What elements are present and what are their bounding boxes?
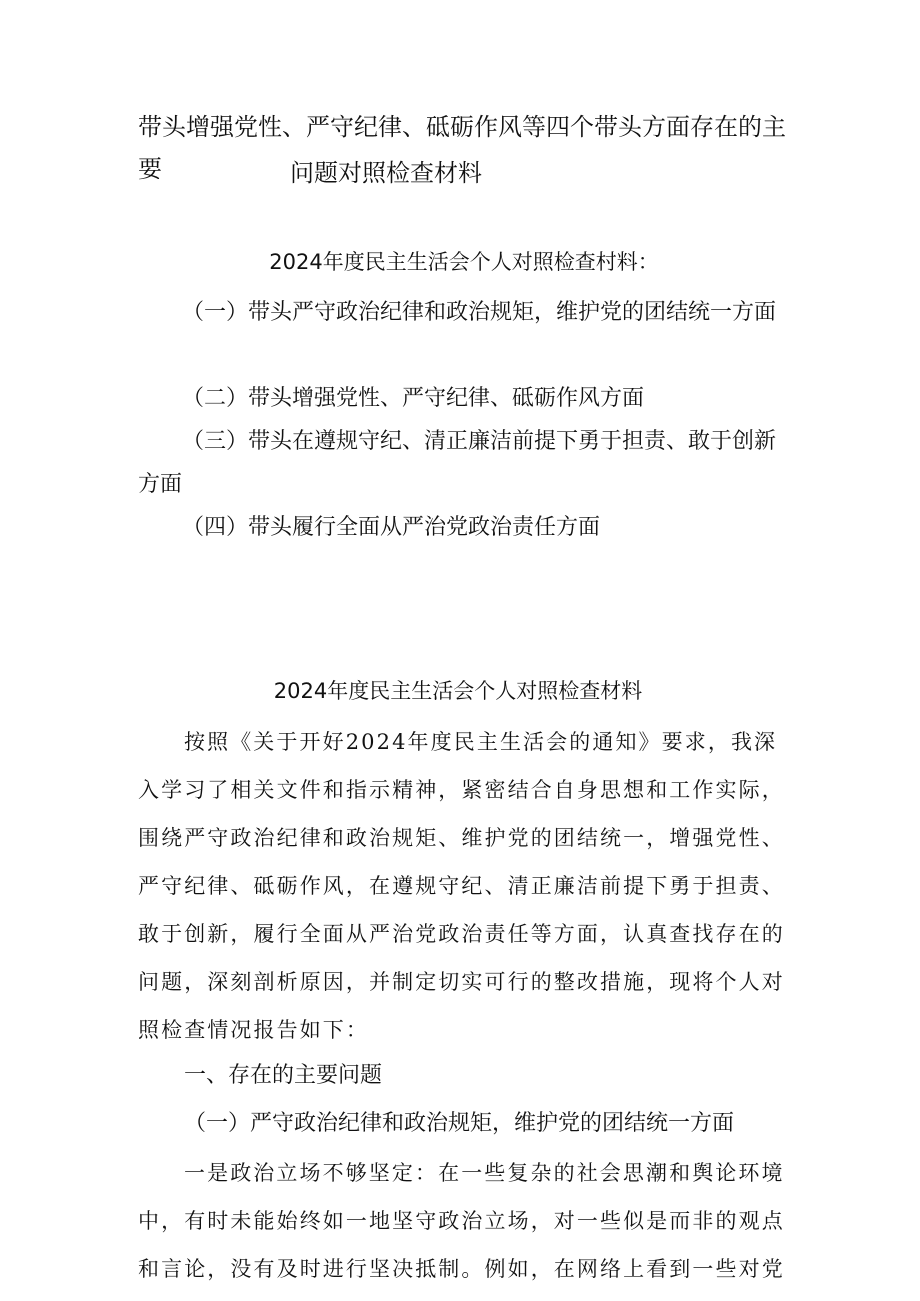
outline-item-3: （三）带头在遵规守纪、清正廉洁前提下勇于担责、敢于创新方面 [138,429,777,497]
intro-paragraph: 按照《关于开好2024年度民主生活会的通知》要求，我深入学习了相关文件和指示精神，紧密结合自身思想和工作实际，围绕严守政治纪律和政治规矩、维护党的团结统一，增强党性、严守纪律、砥砺作风，在遵规守纪、清正廉洁前提下勇于担责、敢于创新，履行全面从严治党政治责任等方面，认真查找存在的问题，深刻剖析原因，并制定切实可行的整改措施，现将个人对照检查情况报告如下： [138,730,785,1042]
document-title-line-1: 带头增强党性、严守纪律、砥砺作风等四个带头方面存在的主要 [138,113,786,183]
outline-heading: 2024年度民主生活会个人对照检查村料： [269,250,659,274]
body-paragraph-1: 一是政治立场不够坚定：在一些复杂的社会思潮和舆论环境中，有时未能始终如一地坚守政治立场，对一些似是而非的观点和言论，没有及时进行坚决抵制。例如，在网络上看到一些对党 [138,1161,785,1281]
heading-subsection-1: （一）严守政治纪律和政治规矩，维护党的团结统一方面 [184,1111,735,1136]
outline-item-4: （四）带头履行全面从严治党政治责任方面 [182,515,601,540]
section-title: 2024年度民主生活会个人对照检查材料 [273,679,643,703]
outline-item-2: （二）带头增强党性、严守纪律、砥砺作风方面 [182,386,645,411]
heading-main-problems: 一、存在的主要问题 [184,1063,383,1088]
outline-item-1: （一）带头严守政治纪律和政治规矩，维护党的团结统一方面 [182,300,777,325]
document-title-line-2: 问题对照检查材料 [290,159,482,187]
